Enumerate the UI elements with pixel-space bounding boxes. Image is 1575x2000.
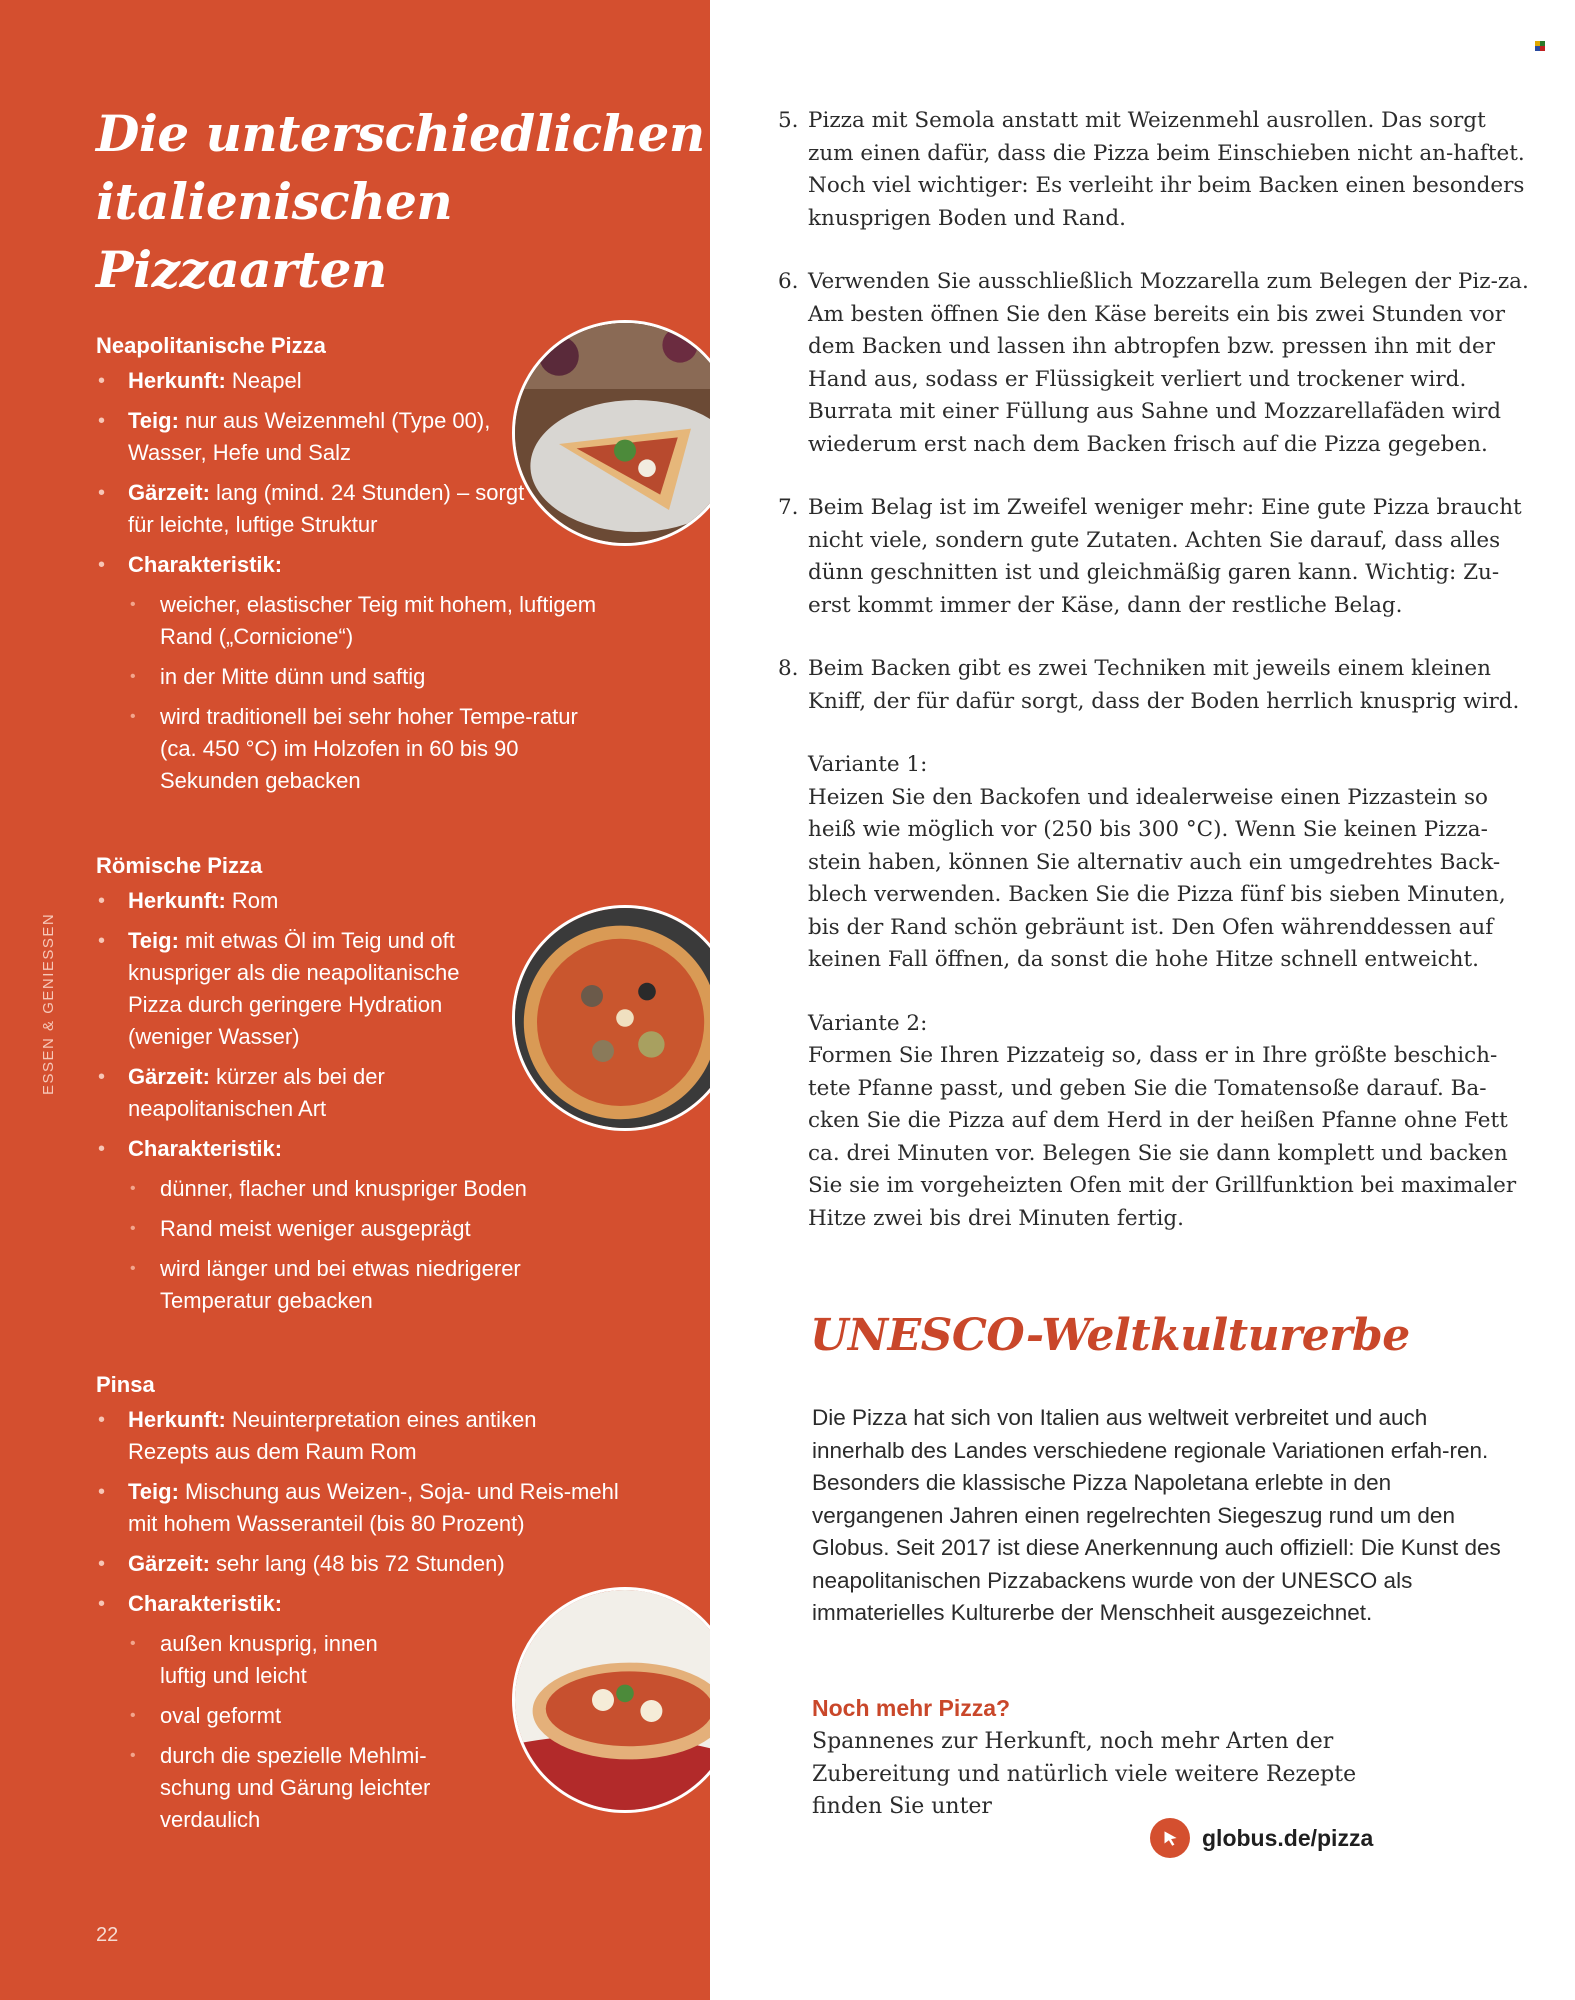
list-item: • Herkunft: Rom xyxy=(96,885,616,917)
page-title-line-2: italienischen Pizzaarten xyxy=(96,172,453,299)
tips-list xyxy=(778,105,1538,1266)
sub-list-item: • außen knusprig, innen luftig und leicht xyxy=(128,1628,400,1692)
list-item: • Herkunft: Neuinterpretation eines antiken Rezepts aus dem Raum Rom xyxy=(96,1404,598,1468)
tip-item: 8. Beim Backen gibt es zwei Techniken mit jeweils einem kleinen Kniff, der für dafür sorgt, dass der Boden herrlich knusprig wird. Variante 1: Heizen Sie den Backofen und idealerweise einen Pizzastein so heiß wie möglich vor (250 bis 300 °C). Wenn Sie keinen Pizza-stein haben, können Sie alternativ auch ein umgedrehtes Back-blech verwenden. Backen Sie die Pizza fünf bis sieben Minuten, bis der Rand schön gebräunt ist. Den Ofen währenddessen auf keinen Fall öffnen, da sonst die hohe Hitze schnell entweicht. Variante 2: Formen Sie Ihren Pizzateig so, dass er in Ihre größte beschich-tete Pfanne passt, und geben Sie die Tomatensoße darauf. Ba-cken Sie die Pizza auf dem Herd in der heißen Pfanne ohne Fett ca. drei Minuten vor. Belegen Sie sie dann komplett und backen Sie sie im vorgeheizten Ofen mit der Grillfunktion bei maximaler Hitze zwei bis drei Minuten fertig. xyxy=(778,653,1538,1235)
sub-list-item: • wird länger und bei etwas niedrigerer Temperatur gebacken xyxy=(128,1253,580,1317)
sub-list-item: • in der Mitte dünn und saftig xyxy=(128,661,616,693)
more-pizza-heading: Noch mehr Pizza? xyxy=(812,1695,1011,1721)
tip-item: 5. Pizza mit Semola anstatt mit Weizenmehl ausrollen. Das sorgt zum einen dafür, dass die Pizza beim Einschieben nicht an-haftet. Noch viel wichtiger: Es verleiht ihr beim Backen einen besonders knusprigen Boden und Rand. xyxy=(778,108,1525,231)
page-title xyxy=(96,100,710,304)
page-title-line-1: Die unterschiedlichen xyxy=(96,104,705,163)
list-item: • Gärzeit: kürzer als bei der neapolitanischen Art xyxy=(96,1061,488,1125)
list-item: • Herkunft: Neapel xyxy=(96,365,616,397)
list-item: • Charakteristik: • dünner, flacher und knuspriger Boden • Rand meist weniger ausgeprägt • wird länger und bei etwas niedrigerer Temperatur gebacken xyxy=(96,1133,616,1317)
list-item: • Charakteristik: • außen knusprig, innen luftig und leicht • oval geformt • durch die spezielle Mehlmi-schung und Gärung leichter verdaulich xyxy=(96,1588,616,1836)
unesco-heading: UNESCO-Weltkulturerbe xyxy=(810,1310,1410,1361)
list-item: • Gärzeit: lang (mind. 24 Stunden) – sorgt für leichte, luftige Struktur xyxy=(96,477,528,541)
unesco-paragraph: Die Pizza hat sich von Italien aus weltweit verbreitet und auch innerhalb des Landes verschiedene regionale Variationen erfah-ren. Besonders die klassische Pizza Napoletana erlebte in den vergangenen Jahren einen regelrechten Siegeszug rund um den Globus. Seit 2017 ist diese Anerkennung auch offiziell: Die Kunst des neapolitanischen Pizzabackens wurde von der UNESCO als immaterielles Kulturerbe der Menschheit ausgezeichnet. xyxy=(812,1405,1501,1625)
roman-pizza-photo xyxy=(512,905,738,1131)
variant-1-text: Heizen Sie den Backofen und idealerweise einen Pizzastein so heiß wie möglich vor (250 bis 300 °C). Wenn Sie keinen Pizza-stein haben, können Sie alternativ auch ein umgedrehtes Back-blech verwenden. Backen Sie die Pizza fünf bis sieben Minuten, bis der Rand schön gebräunt ist. Den Ofen währenddessen auf keinen Fall öffnen, da sonst die hohe Hitze schnell entweicht. xyxy=(808,784,1506,972)
list-item: • Charakteristik: • weicher, elastischer Teig mit hohem, luftigem Rand („Cornicione“) • in der Mitte dünn und saftig • wird traditionell bei sehr hoher Tempe-ratur (ca. 450 °C) im Holzofen in 60 bis 90 Sekunden gebacken xyxy=(96,549,616,797)
sub-list-item: • oval geformt xyxy=(128,1700,616,1732)
sub-list-item: • dünner, flacher und knuspriger Boden xyxy=(128,1173,616,1205)
color-mark-icon xyxy=(1535,38,1545,48)
tip-item: 7. Beim Belag ist im Zweifel weniger mehr: Eine gute Pizza braucht nicht viele, sondern gute Zutaten. Achten Sie darauf, dass alles dünn geschnitten ist und gleichmäßig garen kann. Wichtig: Zu-erst kommt immer der Käse, dann der restliche Belag. xyxy=(778,495,1522,618)
section-title: Neapolitanische Pizza xyxy=(96,333,326,358)
variant-2-text: Formen Sie Ihren Pizzateig so, dass er in Ihre größte beschich-tete Pfanne passt, und geben Sie die Tomatensoße darauf. Ba-cken Sie die Pizza auf dem Herd in der heißen Pfanne ohne Fett ca. drei Minuten vor. Belegen Sie sie dann komplett und backen Sie sie im vorgeheizten Ofen mit der Grillfunktion bei maximaler Hitze zwei bis drei Minuten fertig. xyxy=(808,1043,1517,1231)
pinsa-illustration xyxy=(515,1590,735,1810)
sub-list-item: • Rand meist weniger ausgeprägt xyxy=(128,1213,616,1245)
arrow-cursor-icon xyxy=(1150,1818,1190,1858)
sub-list-item: • wird traditionell bei sehr hoher Tempe-ratur (ca. 450 °C) im Holzofen in 60 bis 90 Sekunden gebacken xyxy=(128,701,580,797)
more-pizza-paragraph: Spannenes zur Herkunft, noch mehr Arten der Zubereitung und natürlich viele weitere Rezepte finden Sie unter xyxy=(812,1729,1357,1819)
variant-2-title: Variante 2: xyxy=(808,1010,928,1036)
pizza-illustration xyxy=(515,908,735,1128)
list-item: • Teig: Mischung aus Weizen-, Soja- und Reis-mehl mit hohem Wasseranteil (bis 80 Prozent) xyxy=(96,1476,628,1540)
section-title: Römische Pizza xyxy=(96,853,263,878)
list-item: • Teig: nur aus Weizenmehl (Type 00), Wasser, Hefe und Salz xyxy=(96,405,508,469)
variant-2 xyxy=(808,1008,1538,1236)
sub-list-item: • durch die spezielle Mehlmi-schung und Gärung leichter verdaulich xyxy=(128,1740,470,1836)
link-text[interactable]: globus.de/pizza xyxy=(1202,1824,1374,1851)
list-item: • Gärzeit: sehr lang (48 bis 72 Stunden) xyxy=(96,1548,616,1580)
page-number: 22 xyxy=(96,1924,119,1946)
variant-1 xyxy=(808,749,1538,977)
pinsa-photo xyxy=(512,1587,738,1813)
tip-item: 6. Verwenden Sie ausschließlich Mozzarella zum Belegen der Piz-za. Am besten öffnen Sie den Käse bereits ein bis zwei Stunden vor dem Backen und lassen ihn abtropfen bzw. pressen ihn mit der Hand aus, sodass er Flüssigkeit verliert und trockener wird. Burrata mit einer Füllung aus Sahne und Mozzarellafäden wird wiederum erst nach dem Backen frisch auf die Pizza gegeben. xyxy=(778,269,1529,457)
right-panel xyxy=(710,0,1575,2000)
variant-1-title: Variante 1: xyxy=(808,752,928,777)
neapolitan-pizza-photo xyxy=(512,320,738,546)
pizza-slice-illustration xyxy=(515,323,735,543)
sub-bullet-list xyxy=(128,589,616,797)
globus-link[interactable] xyxy=(1150,1818,1373,1858)
sub-bullet-list xyxy=(128,1173,616,1317)
section-label-vertical: ESSEN & GENIESSEN xyxy=(40,912,57,1095)
list-item: • Teig: mit etwas Öl im Teig und oft knuspriger als die neapolitanische Pizza durch geringere Hydration (weniger Wasser) xyxy=(96,925,508,1053)
sub-list-item: • weicher, elastischer Teig mit hohem, luftigem Rand („Cornicione“) xyxy=(128,589,616,653)
section-title: Pinsa xyxy=(96,1372,155,1397)
